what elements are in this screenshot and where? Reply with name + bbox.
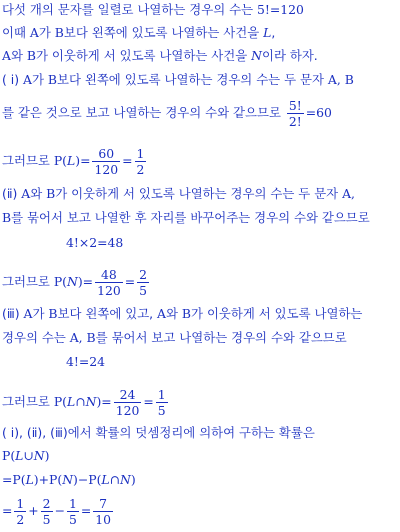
fraction: [137, 267, 149, 298]
text: ,: [271, 25, 276, 40]
line-17: [2, 472, 136, 488]
numerator: 60: [92, 146, 120, 162]
math: A, B: [69, 330, 96, 345]
math: 4!=24: [66, 354, 106, 369]
math: )+P(: [33, 472, 63, 487]
math: ∪: [23, 448, 34, 463]
fraction: [287, 98, 304, 129]
numerator: 1: [16, 496, 25, 511]
line-12: [2, 330, 347, 346]
math: ∩: [109, 472, 121, 487]
text: ( ⅰ): [2, 72, 23, 87]
numerator: 1: [68, 496, 77, 511]
text: 보다 왼쪽에 있고,: [57, 306, 158, 321]
text: 가 이웃하게 서 있도록 나열하는 경우의 수는 두 문자: [55, 186, 343, 201]
numerator: 24: [114, 387, 142, 403]
math-l: L: [67, 394, 76, 409]
math-a: A: [29, 25, 39, 40]
denominator: 2!: [288, 114, 302, 129]
math: =P(: [2, 472, 26, 487]
text: ( ⅰ), (ⅱ), (ⅲ)에서 확률의 덧셈정리에 의하여 구하는 확률은: [2, 425, 315, 440]
line-15: [2, 425, 315, 441]
math-b: B: [2, 210, 12, 225]
denominator: 5: [139, 283, 147, 298]
math: =: [122, 153, 133, 168]
math-n: N: [85, 394, 97, 409]
numerator: 48: [95, 267, 123, 283]
math: ): [44, 448, 50, 463]
fraction: [14, 496, 26, 527]
line-1: [2, 2, 304, 18]
fraction: [114, 387, 142, 418]
line-7: [2, 186, 355, 202]
math-b: B: [48, 306, 58, 321]
math: )=: [75, 153, 91, 168]
fraction: [135, 146, 147, 177]
denominator: 5: [68, 512, 77, 527]
line-13: [66, 354, 105, 370]
math: P(: [53, 153, 67, 168]
math: A, B: [327, 72, 354, 87]
math-n: N: [251, 48, 262, 63]
numerator: 1: [157, 387, 166, 402]
math-l: L: [25, 472, 34, 487]
math: P(: [53, 394, 67, 409]
math-b: B: [54, 25, 64, 40]
math-n: N: [120, 472, 131, 487]
denominator: 120: [97, 283, 121, 298]
denominator: 2: [136, 162, 145, 177]
text: 가: [32, 306, 49, 321]
math: P(: [53, 274, 67, 289]
text: 를 묶어서 보고 나열하는 경우의 수와 같으므로: [95, 330, 347, 345]
numerator: 1: [136, 146, 145, 161]
math: 5!=120: [257, 2, 304, 17]
math-n: N: [62, 472, 74, 487]
math-a: A: [23, 306, 33, 321]
math-l: L: [67, 153, 76, 168]
text: 와: [10, 48, 27, 63]
text: 다섯 개의 문자를 일렬로 나열하는 경우의 수는: [2, 2, 257, 17]
line-8: [2, 210, 370, 226]
fraction: [41, 496, 53, 527]
text: 그러므로: [2, 274, 54, 289]
math: =: [143, 394, 154, 409]
math-a: A: [157, 306, 166, 321]
math-n: N: [33, 448, 45, 463]
fraction: [95, 267, 123, 298]
numerator: 2: [139, 267, 147, 282]
denominator: 10: [95, 512, 112, 527]
denominator: 120: [115, 403, 140, 418]
math: )=: [96, 394, 112, 409]
text: 경우의 수는: [2, 330, 70, 345]
line-14: [2, 387, 170, 418]
line-11: [2, 306, 362, 322]
math: =: [2, 503, 13, 518]
text: 와: [30, 186, 47, 201]
text: 와: [166, 306, 182, 321]
line-3: [2, 48, 318, 64]
fraction: [92, 146, 120, 177]
math: )−P(: [73, 472, 102, 487]
math-a: A: [23, 72, 32, 87]
text: 가: [31, 72, 48, 87]
math: A,: [342, 186, 355, 201]
fraction: [156, 387, 168, 418]
line-18: [2, 496, 115, 527]
text: 를 같은 것으로 보고 나열하는 경우의 수와 같으므로: [2, 105, 285, 120]
math-a: A: [2, 48, 11, 63]
math: 4!×2=48: [66, 235, 124, 250]
math-l: L: [101, 472, 110, 487]
line-9: [66, 235, 123, 251]
line-6: [2, 146, 148, 177]
math-a: A: [21, 186, 31, 201]
line-2: [2, 25, 275, 41]
math: )=: [77, 274, 94, 289]
text: (ⅲ): [2, 306, 24, 321]
numerator: 7: [93, 496, 113, 512]
math-b: B: [181, 306, 192, 321]
text: 그러므로: [2, 153, 54, 168]
math-l: L: [263, 25, 272, 40]
text: 보다 왼쪽에 있도록 나열하는 사건을: [63, 25, 264, 40]
math: =: [124, 274, 136, 289]
text: 보다 왼쪽에 있도록 나열하는 경우의 수는 두 문자: [56, 72, 328, 87]
line-16: [2, 448, 49, 464]
math: =60: [305, 105, 332, 120]
fraction: [93, 496, 113, 527]
math-b: B: [47, 72, 57, 87]
text: 를 묶어서 보고 나열한 후 자리를 바꾸어주는 경우의 수와 같으므로: [11, 210, 370, 225]
math: ): [130, 472, 136, 487]
text: 이라 하자.: [261, 48, 318, 63]
text: 가 이웃하게 서 있도록 나열하는 사건을: [35, 48, 252, 63]
line-4: [2, 72, 354, 88]
denominator: 5: [42, 512, 51, 527]
numerator: 2: [42, 496, 51, 511]
math: =: [80, 503, 92, 518]
math: −: [54, 503, 65, 518]
text: 이때: [2, 25, 30, 40]
line-10: [2, 267, 151, 298]
denominator: 2: [16, 512, 25, 527]
text: 그러므로: [2, 394, 54, 409]
denominator: 5: [157, 403, 166, 418]
math-n: N: [67, 274, 78, 289]
math-l: L: [15, 448, 24, 463]
math-b: B: [46, 186, 56, 201]
text: (ⅱ): [2, 186, 22, 201]
numerator: 5!: [288, 98, 302, 113]
line-5: [2, 98, 332, 129]
math-b: B: [26, 48, 36, 63]
denominator: 120: [94, 162, 119, 177]
text: 가: [38, 25, 55, 40]
math: ∩: [75, 394, 86, 409]
fraction: [67, 496, 79, 527]
text: 가 이웃하게 서 있도록 나열하는: [191, 306, 363, 321]
math: P(: [2, 448, 16, 463]
math: +: [28, 503, 39, 518]
